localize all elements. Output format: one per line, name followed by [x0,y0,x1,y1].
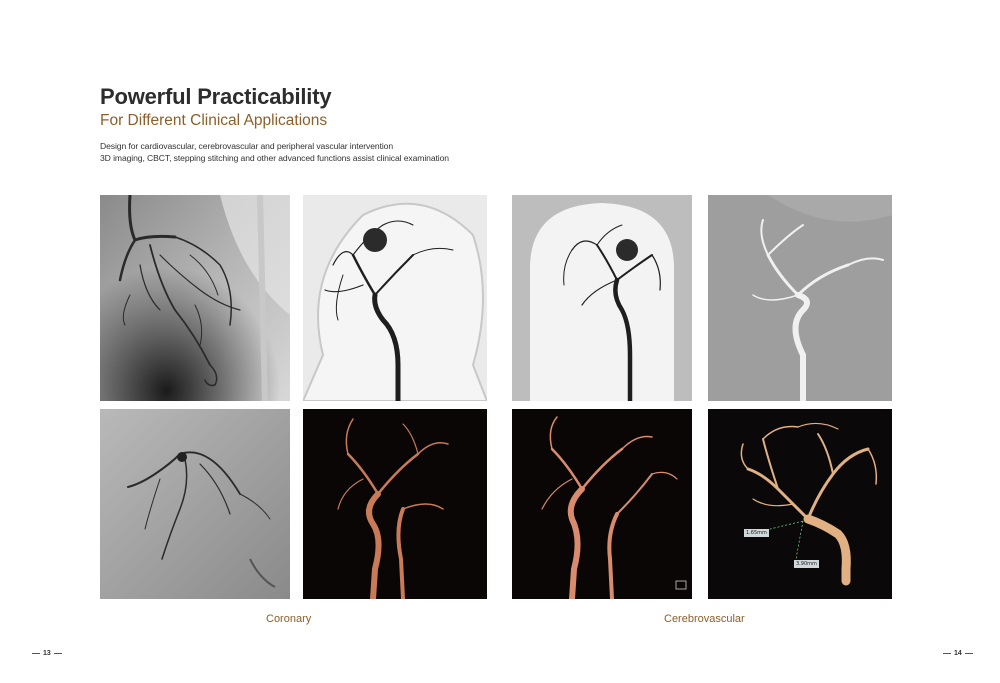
page-title: Powerful Practicability [100,84,332,109]
page-subtitle: For Different Clinical Applications [100,112,328,129]
description-line-2: 3D imaging, CBCT, stepping stitching and other advanced functions assist clinical examination [100,153,449,163]
caption-coronary: Coronary [266,613,312,625]
page-number-dash [54,653,62,654]
head-frontal-angiogram-image [512,195,692,401]
coronary-angiogram-image [100,195,290,401]
head-lateral-angiogram-image [303,195,487,401]
vessel-3d-measurement-image [708,409,892,599]
vessel-3d-reconstruction-2-image [512,409,692,599]
coronary-angiogram-2-image [100,409,290,599]
page-number-left [32,650,62,657]
measurement-label-2: 3.90mm [796,561,817,567]
vessel-3d-reconstruction-1-image [303,409,487,599]
measurement-label-1: 1.65mm [746,530,767,536]
page-number-dash [943,653,951,654]
description-line-1: Design for cardiovascular, cerebrovascular and peripheral vascular intervention [100,141,394,151]
page-number-dash [965,653,973,654]
page-number-left-text: 13 [43,650,51,657]
caption-cerebrovascular: Cerebrovascular [664,613,745,625]
page-number-dash [32,653,40,654]
page-number-right [943,650,973,657]
dsa-angiogram-image [708,195,892,401]
page-number-right-text: 14 [954,650,962,657]
